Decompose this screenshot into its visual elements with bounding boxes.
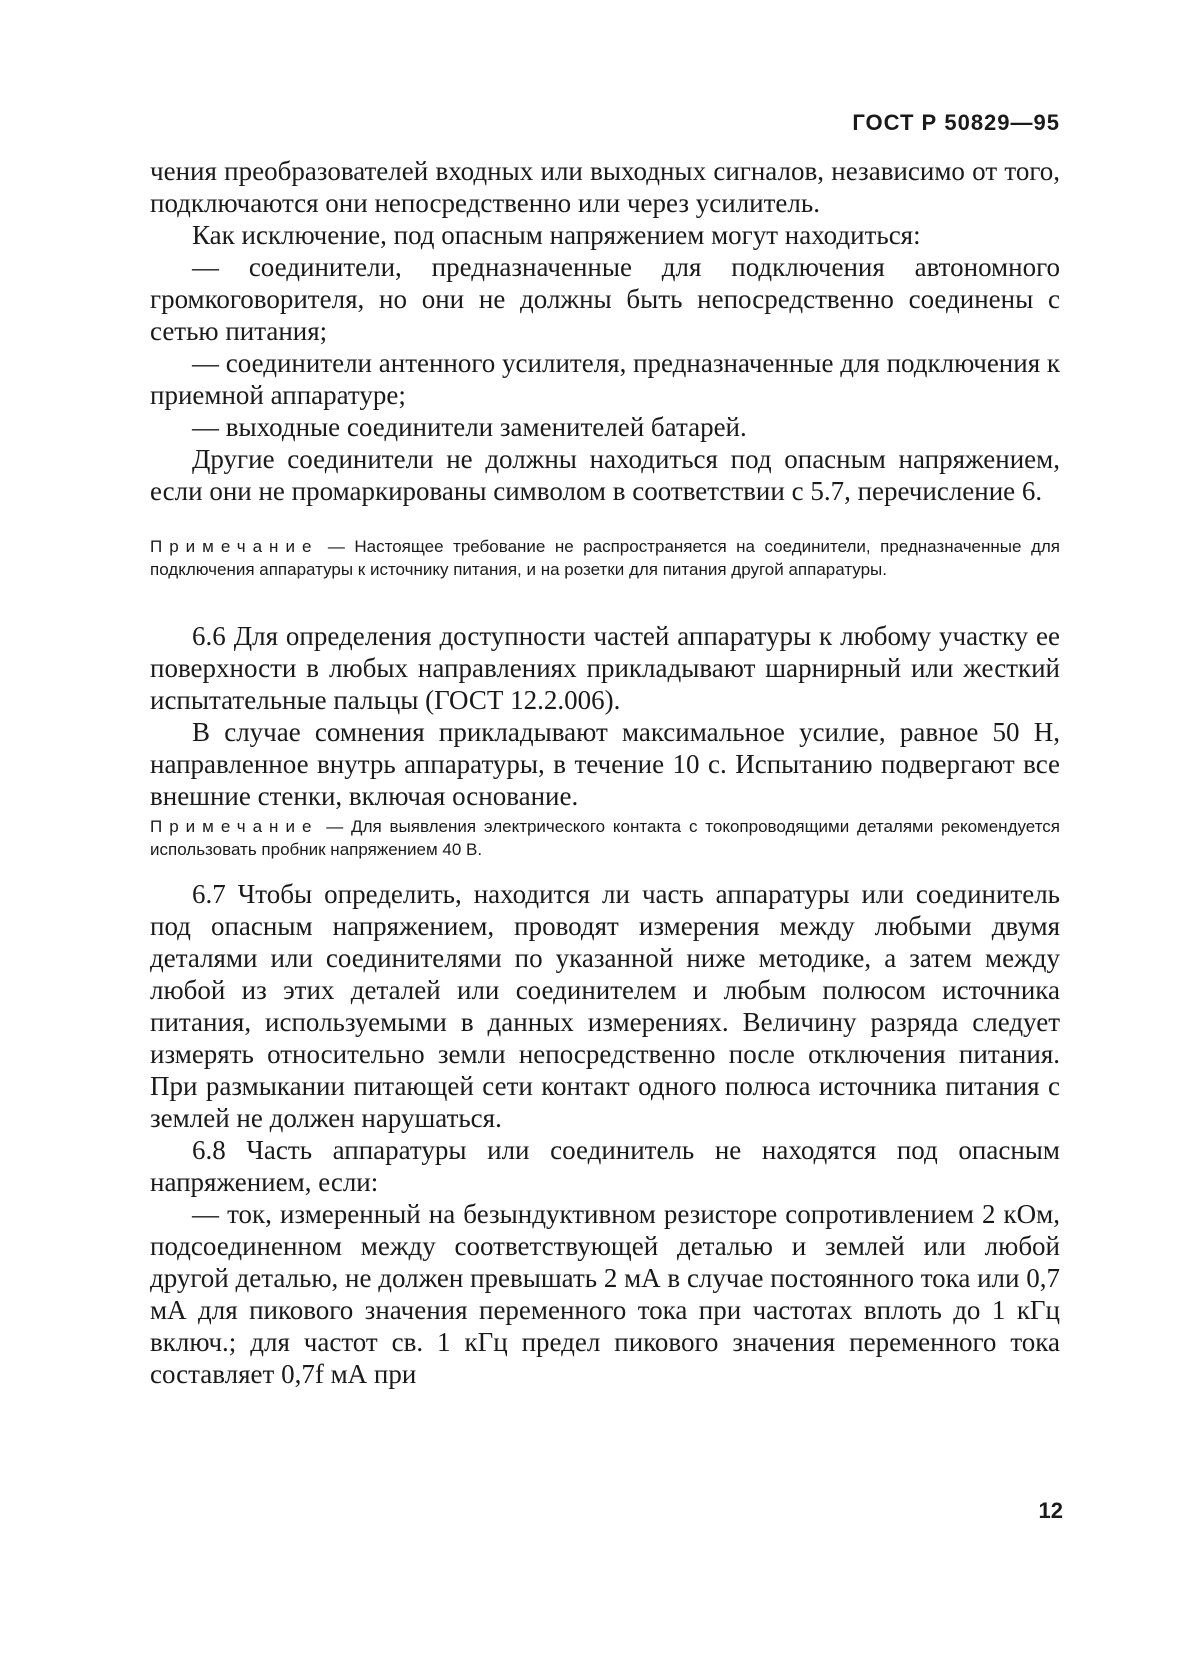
text-block-2 — [150, 620, 1060, 812]
note-1 — [150, 535, 1060, 581]
list-item: — соединители антенного усилителя, предназначенные для подключения к приемной аппаратуре; — [150, 348, 1060, 410]
note-text: — Настоящее требование не распространяется на соединители, предназначенные для подключения аппаратуры к источнику питания, и на розетки для питания другой аппаратуры. — [150, 537, 1060, 579]
note-text: — Для выявления электрического контакта с токопроводящими деталями рекомендуется использовать пробник напряжением 40 В. — [150, 817, 1060, 859]
paragraph-6-7: 6.7 Чтобы определить, находится ли часть аппаратуры или соединитель под опасным напряжением, проводят измерения между любыми двумя деталями или соединителями по указанной ниже методике, а затем между любой из этих деталей или соединителем и любым полюсом источника питания, используемыми в данных измерениях. Величину разряда следует измерять относительно земли непосредственно после отключения питания. При размыкании питающей сети контакт одного полюса источника питания с землей не должен нарушаться. — [150, 879, 1060, 1133]
list-item: — ток, измеренный на безындуктивном резисторе сопротивлением 2 кОм, подсоединенном между соответствующей деталью и землей или любой другой деталью, не должен превышать 2 мА в случае постоянного тока или 0,7 мА для пикового значения переменного тока при частотах вплоть до 1 кГц включ.; для частот св. 1 кГц предел пикового значения переменного тока составляет 0,7f мА при — [150, 1199, 1060, 1389]
list-item: — выходные соединители заменителей батарей. — [192, 412, 747, 442]
paragraph: Другие соединители не должны находиться под опасным напряжением, если они не промаркированы символом в соответствии с 5.7, перечисление 6. — [150, 444, 1060, 506]
paragraph: В случае сомнения прикладывают максимальное усилие, равное 50 Н, направленное внутрь аппаратуры, в течение 10 с. Испытанию подвергают все внешние стенки, включая основание. — [150, 717, 1060, 811]
note-label: Примечание — [150, 817, 319, 836]
paragraph: чения преобразователей входных или выходных сигналов, независимо от того, подключаются они непосредственно или через усилитель. — [150, 156, 1060, 218]
paragraph-6-8: 6.8 Часть аппаратуры или соединитель не находятся под опасным напряжением, если: — [150, 1135, 1060, 1197]
paragraph-6-6: 6.6 Для определения доступности частей аппаратуры к любому участку ее поверхности в любых направлениях прикладывают шарнирный или жесткий испытательные пальцы (ГОСТ 12.2.006). — [150, 621, 1060, 715]
note-label: Примечание — [150, 537, 319, 556]
text-block-3 — [150, 878, 1060, 1390]
text-block-1 — [150, 155, 1060, 507]
page-number: 12 — [1038, 1498, 1063, 1523]
note-2 — [150, 815, 1060, 861]
standard-code-header: ГОСТ Р 50829—95 — [852, 110, 1060, 135]
list-item: — соединители, предназначенные для подключения автономного громкоговорителя, но они не должны быть непосредственно соединены с сетью питания; — [150, 252, 1060, 346]
paragraph: Как исключение, под опасным напряжением могут находиться: — [192, 220, 921, 250]
